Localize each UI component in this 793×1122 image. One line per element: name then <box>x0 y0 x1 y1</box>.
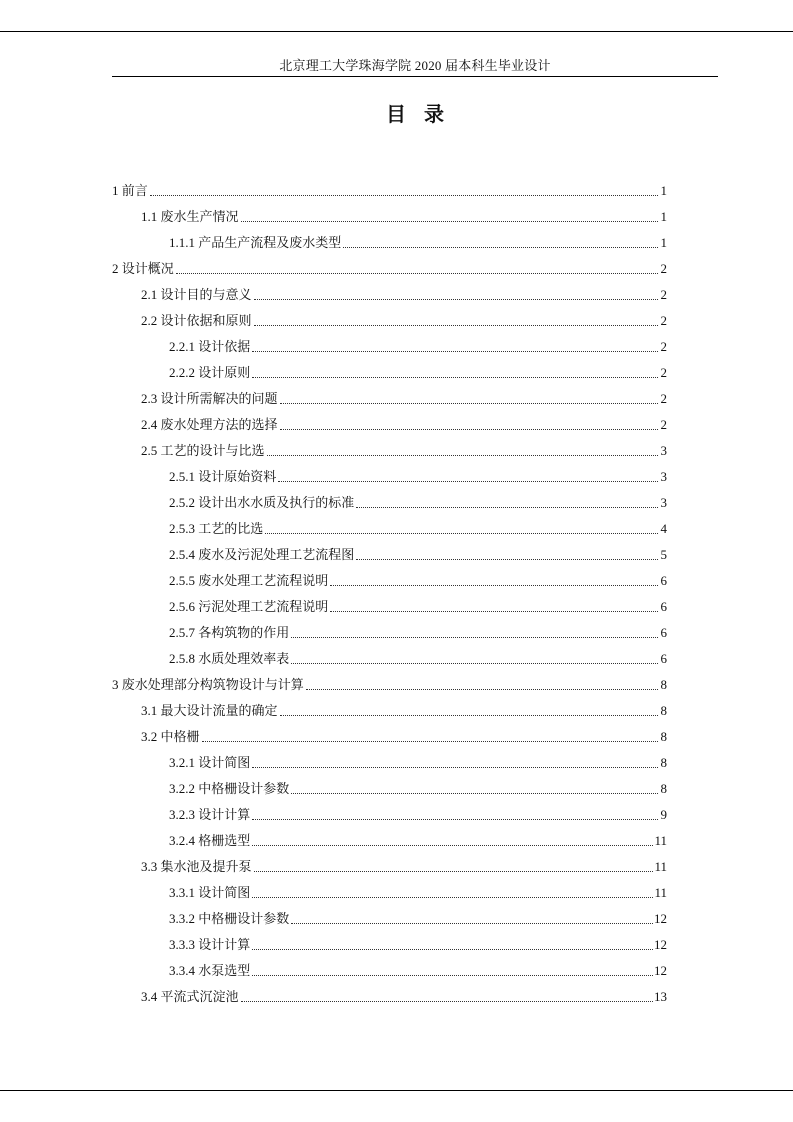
toc-entry-page-number: 9 <box>660 807 667 822</box>
toc-dot-leader <box>252 949 653 950</box>
toc-dot-leader <box>252 819 658 820</box>
toc-entry-page-number: 3 <box>660 443 667 458</box>
toc-entry[interactable] <box>169 624 667 642</box>
toc-entry-page-number: 3 <box>660 469 667 484</box>
toc-entry[interactable] <box>141 442 667 460</box>
toc-dot-leader <box>254 299 658 300</box>
toc-entry-label: 2.5.3 工艺的比选 <box>169 521 264 536</box>
toc-entry-page-number: 1 <box>660 209 667 224</box>
toc-entry-label: 3.2.2 中格栅设计参数 <box>169 781 290 796</box>
toc-dot-leader <box>252 377 658 378</box>
toc-dot-leader <box>150 195 658 196</box>
toc-dot-leader <box>291 793 658 794</box>
toc-entry-label: 2.5.8 水质处理效率表 <box>169 651 290 666</box>
toc-entry-label: 3.2.1 设计简图 <box>169 755 251 770</box>
toc-dot-leader <box>356 507 658 508</box>
toc-entry-page-number: 2 <box>660 339 667 354</box>
toc-entry[interactable] <box>169 520 667 538</box>
toc-entry-page-number: 12 <box>654 963 667 978</box>
toc-entry[interactable] <box>169 650 667 668</box>
toc-entry[interactable] <box>169 962 667 980</box>
toc-entry-page-number: 12 <box>654 911 667 926</box>
toc-dot-leader <box>330 585 658 586</box>
toc-entry-label: 2.2 设计依据和原则 <box>141 313 252 328</box>
toc-entry-page-number: 6 <box>660 599 667 614</box>
toc-entry-label: 2.5.4 废水及污泥处理工艺流程图 <box>169 547 355 562</box>
toc-entry[interactable] <box>169 494 667 512</box>
toc-entry[interactable] <box>112 676 667 694</box>
toc-dot-leader <box>241 221 658 222</box>
toc-entry-label: 3.2.3 设计计算 <box>169 807 251 822</box>
toc-entry[interactable] <box>141 988 667 1006</box>
toc-entry[interactable] <box>141 728 667 746</box>
toc-entry-label: 2.5.6 污泥处理工艺流程说明 <box>169 599 329 614</box>
toc-entry-label: 3.3.2 中格栅设计参数 <box>169 911 290 926</box>
toc-entry[interactable] <box>169 806 667 824</box>
toc-dot-leader <box>291 663 658 664</box>
toc-dot-leader <box>241 1001 653 1002</box>
toc-dot-leader <box>330 611 658 612</box>
toc-dot-leader <box>280 429 658 430</box>
toc-entry-page-number: 8 <box>660 781 667 796</box>
toc-dot-leader <box>291 637 658 638</box>
toc-entry-page-number: 2 <box>660 391 667 406</box>
toc-entry[interactable] <box>169 546 667 564</box>
toc-entry-page-number: 2 <box>660 417 667 432</box>
toc-entry[interactable] <box>169 754 667 772</box>
running-header: 北京理工大学珠海学院 2020 届本科生毕业设计 <box>279 58 551 73</box>
toc-entry-label: 1.1 废水生产情况 <box>141 209 239 224</box>
toc-dot-leader <box>280 403 658 404</box>
toc-entry-page-number: 8 <box>660 755 667 770</box>
toc-entry[interactable] <box>169 468 667 486</box>
toc-entry-page-number: 5 <box>660 547 667 562</box>
toc-entry-label: 3.3 集水池及提升泵 <box>141 859 252 874</box>
toc-entry[interactable] <box>169 936 667 954</box>
toc-entry[interactable] <box>141 208 667 226</box>
toc-entry-page-number: 1 <box>660 235 667 250</box>
toc-entry-page-number: 1 <box>660 183 667 198</box>
toc-dot-leader <box>254 871 654 872</box>
toc-entry-page-number: 11 <box>654 885 667 900</box>
toc-entry-label: 2.3 设计所需解决的问题 <box>141 391 278 406</box>
toc-dot-leader <box>252 351 658 352</box>
toc-entry-label: 1 前言 <box>112 183 148 198</box>
toc-entry-label: 3.3.1 设计简图 <box>169 885 251 900</box>
toc-entry-page-number: 13 <box>654 989 667 1004</box>
toc-entry-page-number: 6 <box>660 573 667 588</box>
toc-dot-leader <box>291 923 653 924</box>
toc-dot-leader <box>252 767 658 768</box>
toc-dot-leader <box>252 975 653 976</box>
toc-entry-label: 2.1 设计目的与意义 <box>141 287 252 302</box>
toc-entry-label: 3.4 平流式沉淀池 <box>141 989 239 1004</box>
toc-entry[interactable] <box>169 832 667 850</box>
toc-entry-label: 3.2.4 格栅选型 <box>169 833 251 848</box>
toc-entry-label: 3.2 中格栅 <box>141 729 200 744</box>
toc-entry-page-number: 11 <box>654 859 667 874</box>
toc-entry[interactable] <box>141 416 667 434</box>
toc-entry-label: 2.5.2 设计出水水质及执行的标准 <box>169 495 355 510</box>
toc-entry-label: 2.5.7 各构筑物的作用 <box>169 625 290 640</box>
toc-entry[interactable] <box>141 858 667 876</box>
toc-dot-leader <box>254 325 658 326</box>
toc-entry-label: 2.5.5 废水处理工艺流程说明 <box>169 573 329 588</box>
toc-entry[interactable] <box>169 572 667 590</box>
toc-entry[interactable] <box>112 182 667 200</box>
toc-entry-label: 2.2.1 设计依据 <box>169 339 251 354</box>
toc-entry-page-number: 6 <box>660 651 667 666</box>
toc-entry[interactable] <box>141 312 667 330</box>
toc-entry-label: 3.3.4 水泵选型 <box>169 963 251 978</box>
toc-entry-page-number: 2 <box>660 313 667 328</box>
toc-entry-page-number: 11 <box>654 833 667 848</box>
toc-entry-page-number: 8 <box>660 729 667 744</box>
toc-entry[interactable] <box>169 884 667 902</box>
toc-entry-label: 2.2.2 设计原则 <box>169 365 251 380</box>
toc-entry-page-number: 2 <box>660 261 667 276</box>
toc-dot-leader <box>306 689 658 690</box>
toc-entry-label: 3 废水处理部分构筑物设计与计算 <box>112 677 304 692</box>
toc-entry-page-number: 8 <box>660 703 667 718</box>
toc-dot-leader <box>252 845 653 846</box>
toc-entry-page-number: 12 <box>654 937 667 952</box>
toc-entry-page-number: 8 <box>660 677 667 692</box>
toc-dot-leader <box>343 247 658 248</box>
toc-entry-label: 2.5 工艺的设计与比选 <box>141 443 265 458</box>
header-rule <box>112 76 718 77</box>
toc-entry[interactable] <box>169 338 667 356</box>
toc-entry[interactable] <box>141 702 667 720</box>
toc-dot-leader <box>176 273 658 274</box>
toc-entry-label: 1.1.1 产品生产流程及废水类型 <box>169 235 342 250</box>
page-bottom-border <box>0 1090 793 1091</box>
toc-entry[interactable] <box>169 910 667 928</box>
toc-entry[interactable] <box>141 390 667 408</box>
toc-entry-page-number: 2 <box>660 365 667 380</box>
toc-entry-page-number: 3 <box>660 495 667 510</box>
toc-entry-label: 3.1 最大设计流量的确定 <box>141 703 278 718</box>
toc-entry[interactable] <box>112 260 667 278</box>
toc-entry-page-number: 4 <box>660 521 667 536</box>
toc-dot-leader <box>278 481 658 482</box>
toc-dot-leader <box>265 533 658 534</box>
toc-dot-leader <box>267 455 658 456</box>
toc-entry[interactable] <box>169 780 667 798</box>
toc-entry-label: 2.5.1 设计原始资料 <box>169 469 277 484</box>
toc-entry-label: 3.3.3 设计计算 <box>169 937 251 952</box>
page-top-border <box>0 31 793 32</box>
toc-entry-page-number: 6 <box>660 625 667 640</box>
toc-entry[interactable] <box>141 286 667 304</box>
toc-entry-page-number: 2 <box>660 287 667 302</box>
toc-dot-leader <box>280 715 658 716</box>
toc-entry[interactable] <box>169 364 667 382</box>
toc-title: 目录 <box>386 104 462 126</box>
toc-dot-leader <box>202 741 658 742</box>
toc-entry-label: 2.4 废水处理方法的选择 <box>141 417 278 432</box>
toc-entry[interactable] <box>169 598 667 616</box>
toc-entry[interactable] <box>169 234 667 252</box>
toc-dot-leader <box>252 897 653 898</box>
toc-dot-leader <box>356 559 658 560</box>
toc-entry-label: 2 设计概况 <box>112 261 174 276</box>
